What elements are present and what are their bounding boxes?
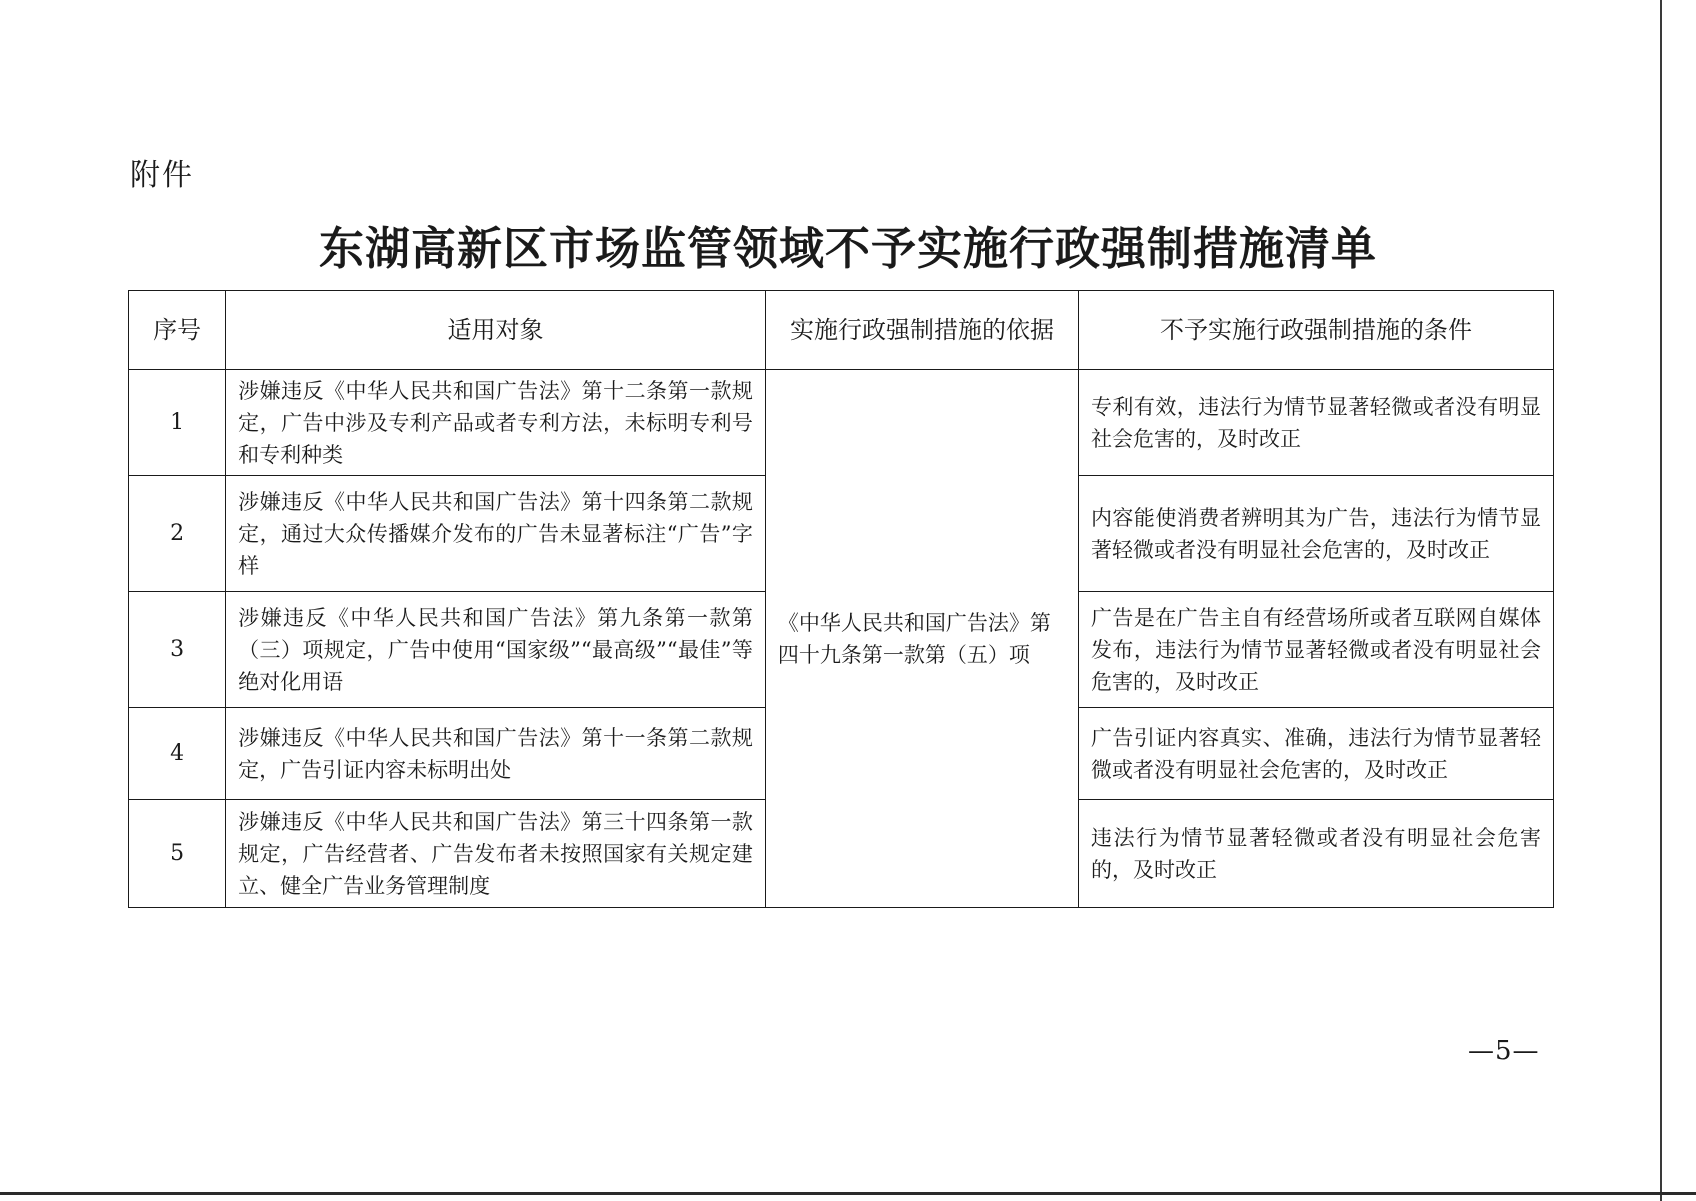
exemption-condition: 广告引证内容真实、准确，违法行为情节显著轻微或者没有明显社会危害的，及时改正 bbox=[1078, 708, 1553, 800]
table-row bbox=[129, 370, 1554, 476]
exemption-condition: 内容能使消费者辨明其为广告，违法行为情节显著轻微或者没有明显社会危害的，及时改正 bbox=[1078, 476, 1553, 592]
applicable-object: 涉嫌违反《中华人民共和国广告法》第十二条第一款规定，广告中涉及专利产品或者专利方法，未标明专利号和专利种类 bbox=[226, 370, 766, 476]
applicable-object: 涉嫌违反《中华人民共和国广告法》第十一条第二款规定，广告引证内容未标明出处 bbox=[226, 708, 766, 800]
header-condition: 不予实施行政强制措施的条件 bbox=[1078, 291, 1553, 370]
scan-edge-line bbox=[1660, 0, 1662, 1201]
document-title-text: 东湖高新区市场监管领域不予实施行政强制措施清单 bbox=[318, 222, 1377, 275]
scan-bottom-edge bbox=[0, 1192, 1696, 1195]
exemption-condition: 专利有效，违法行为情节显著轻微或者没有明显社会危害的，及时改正 bbox=[1078, 370, 1553, 476]
header-basis: 实施行政强制措施的依据 bbox=[765, 291, 1078, 370]
attachment-label: 附件 bbox=[130, 158, 194, 193]
row-number: 3 bbox=[129, 592, 226, 708]
applicable-object: 涉嫌违反《中华人民共和国广告法》第三十四条第一款规定，广告经营者、广告发布者未按照国家有关规定建立、健全广告业务管理制度 bbox=[226, 800, 766, 908]
document-title bbox=[0, 212, 1696, 277]
applicable-object: 涉嫌违反《中华人民共和国广告法》第九条第一款第（三）项规定，广告中使用“国家级”“最高级”“最佳”等绝对化用语 bbox=[226, 592, 766, 708]
page-number: —5— bbox=[1468, 1036, 1540, 1066]
table-header-row bbox=[129, 291, 1554, 370]
measures-table bbox=[128, 290, 1554, 908]
header-object: 适用对象 bbox=[226, 291, 766, 370]
row-number: 2 bbox=[129, 476, 226, 592]
row-number: 5 bbox=[129, 800, 226, 908]
row-number: 1 bbox=[129, 370, 226, 476]
enforcement-basis: 《中华人民共和国广告法》第四十九条第一款第（五）项 bbox=[765, 370, 1078, 908]
row-number: 4 bbox=[129, 708, 226, 800]
applicable-object: 涉嫌违反《中华人民共和国广告法》第十四条第二款规定，通过大众传播媒介发布的广告未显著标注“广告”字样 bbox=[226, 476, 766, 592]
header-no: 序号 bbox=[129, 291, 226, 370]
exemption-condition: 广告是在广告主自有经营场所或者互联网自媒体发布，违法行为情节显著轻微或者没有明显社会危害的，及时改正 bbox=[1078, 592, 1553, 708]
exemption-condition: 违法行为情节显著轻微或者没有明显社会危害的，及时改正 bbox=[1078, 800, 1553, 908]
